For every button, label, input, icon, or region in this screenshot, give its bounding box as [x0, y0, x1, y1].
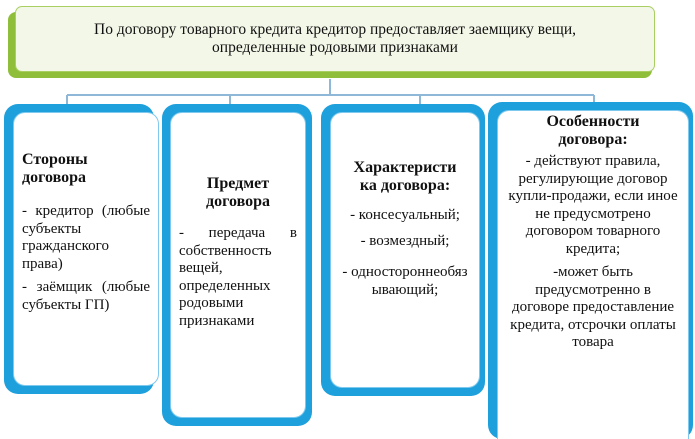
card-3-item-1: - консесуальный; — [350, 207, 460, 223]
card-4-item-1: - действуют правила, регулирующие договор купли-продажи, если иное не предусмотрено договором товарного кредита; — [508, 153, 678, 257]
card-2-title: Предмет договора — [206, 175, 270, 210]
card-1-item-1: - кредитор (любые субъекты гражданского права) — [22, 203, 150, 272]
card-2-item-1: - передача в собственность вещей, определенных родовыми признаками — [179, 225, 297, 329]
card-1-title: Стороны договора — [22, 151, 88, 186]
card-1-item-2: - заёмщик (любые субъекты ГП) — [22, 279, 150, 313]
card-sides — [13, 112, 159, 386]
card-3-title: Характеристи ка договора: — [353, 159, 457, 194]
card-features — [497, 110, 689, 439]
header-line-2: определенные родовыми признаками — [212, 39, 458, 56]
card-3-item-3: - одностороннеобязывающий; — [342, 264, 468, 298]
card-3-item-2: - возмездный; — [360, 232, 450, 249]
card-characteristics — [330, 112, 480, 388]
card-4-item-2: -может быть предусмотренно в договоре предоставление кредита, отсрочки оплаты товара — [510, 264, 676, 350]
header-line-1: По договору товарного кредита кредитор предоставляет заемщику вещи, — [94, 21, 576, 38]
card-4-title: Особенности договора: — [546, 113, 640, 148]
card-subject — [170, 112, 306, 418]
